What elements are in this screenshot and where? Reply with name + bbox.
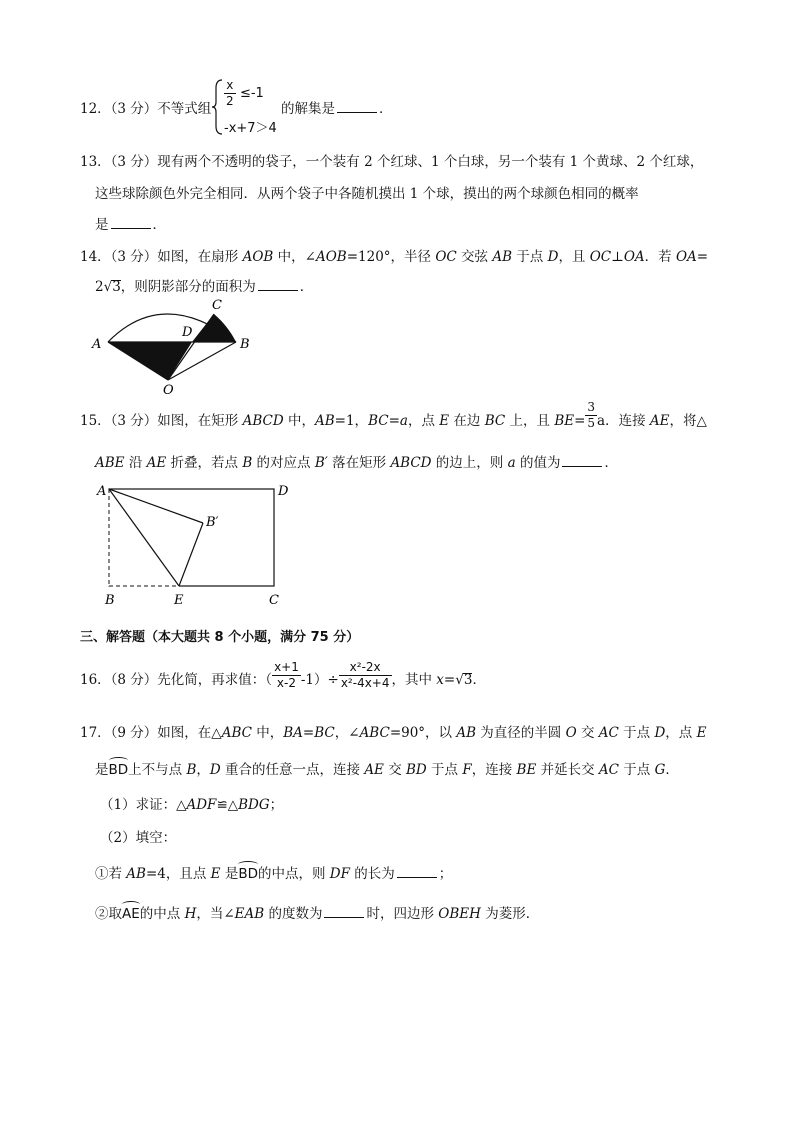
q14-figure [88,296,258,396]
q14-line2: 2√3，则阴影部分的面积为 ． [95,279,314,295]
q14-line1: 14．（3 分）如图，在扇形 AOB 中，∠AOB=120°，半径 OC 交弦 AB 于点 D，且 OC⊥OA．若 OA= [80,249,709,265]
q14-label-c: C [212,298,222,313]
q12-stem: 12．（3 分）不等式组 [80,101,212,117]
q13-answer-blank[interactable] [111,216,151,229]
q15-segment-eb-prime [179,523,203,586]
q12-brace [212,78,224,136]
q16-fraction-2: $\frac{\text{x²-2x}}{\text{x²-4x+4}}$ [340,660,390,690]
q17-arc-bd-2: BD [238,866,258,882]
q17-sub4: ②取AE的中点 H，当∠EAB 的度数为 时，四边形 OBEH 为菱形． [95,906,540,922]
q17-blank-2[interactable] [324,905,364,918]
q12-fraction: $\frac{x}{2}$ [226,78,234,108]
q17-blank-1[interactable] [397,865,437,878]
q14-label-a: A [92,337,102,352]
q17-arc-ae: AE [122,906,140,922]
q14-label-d: D [182,325,193,340]
q15-label-e: E [174,593,184,608]
q17-sub2: （2）填空： [100,830,177,846]
q15-line1: 15．（3 分）如图，在矩形 ABCD 中，AB=1，BC=a，点 E 在边 BC 上，且 BE= $\frac{3}{5}$ a．连接 AE，将△ [80,400,707,430]
q15-segment-ae [109,489,179,586]
q13-line2: 这些球除颜色外完全相同．从两个袋子中各随机摸出 1 个球，摸出的两个球颜色相同的概率 [95,186,639,202]
question-16: 16．（8 分）先化简，再求值：（ $\frac{x+1}{x-2}$ -1）÷ $\frac{\text{x²-2x}}{\text{x²-4x+4}}$ ，其中 x=√3． [80,660,486,690]
q12-system-top: $\frac{x}{2}$ ≤-1 [226,78,264,108]
q12-answer-blank[interactable] [337,100,377,113]
q15-label-c: C [269,593,279,608]
q12-tail: 的解集是 ． [281,101,393,117]
q15-line2: ABE 沿 AE 折叠，若点 B 的对应点 B′ 落在矩形 ABCD 的边上，则 a 的值为 ． [95,455,618,471]
q15-answer-blank[interactable] [562,454,602,467]
q15-label-a: A [97,484,107,499]
q17-arc-bd: BD [108,762,129,778]
q17-sub1: （1）求证：△ADF≌△BDG； [100,797,284,813]
q14-answer-blank[interactable] [258,278,298,291]
q15-label-b: B [105,593,115,608]
q17-line2: 是BD上不与点 B，D 重合的任意一点，连接 AE 交 BD 于点 F，连接 BE 并延长交 AC 于点 G． [95,762,679,778]
q15-label-b-prime: B′ [206,515,219,530]
q13-line1: 13．（3 分）现有两个不透明的袋子，一个装有 2 个红球、1 个白球，另一个装有 1 个黄球、2 个红球， [80,154,704,170]
q17-line1: 17．（9 分）如图，在△ABC 中，BA=BC，∠ABC=90°，以 AB 为直径的半圆 O 交 AC 于点 D，点 E [80,725,707,741]
q12-system-bottom: -x+7＞4 [224,121,277,136]
q16-fraction-1: $\frac{x+1}{x-2}$ [274,660,299,690]
q14-label-b: B [240,337,250,352]
q15-fraction: $\frac{3}{5}$ [587,400,596,430]
q13-line3: 是 ． [95,217,166,233]
question-12 [80,97,211,117]
q14-label-o: O [163,383,174,396]
q15-rectangle [109,489,274,586]
section-3-heading: 三、解答题（本大题共 8 个小题，满分 75 分） [80,630,360,645]
q14-shaded-dcb [192,314,236,342]
q15-label-d: D [278,484,289,499]
q15-segment-ab-prime [109,489,203,523]
q17-sub3: ①若 AB=4，且点 E 是BD的中点，则 DF 的长为 ； [95,866,453,882]
q15-figure [95,480,295,610]
